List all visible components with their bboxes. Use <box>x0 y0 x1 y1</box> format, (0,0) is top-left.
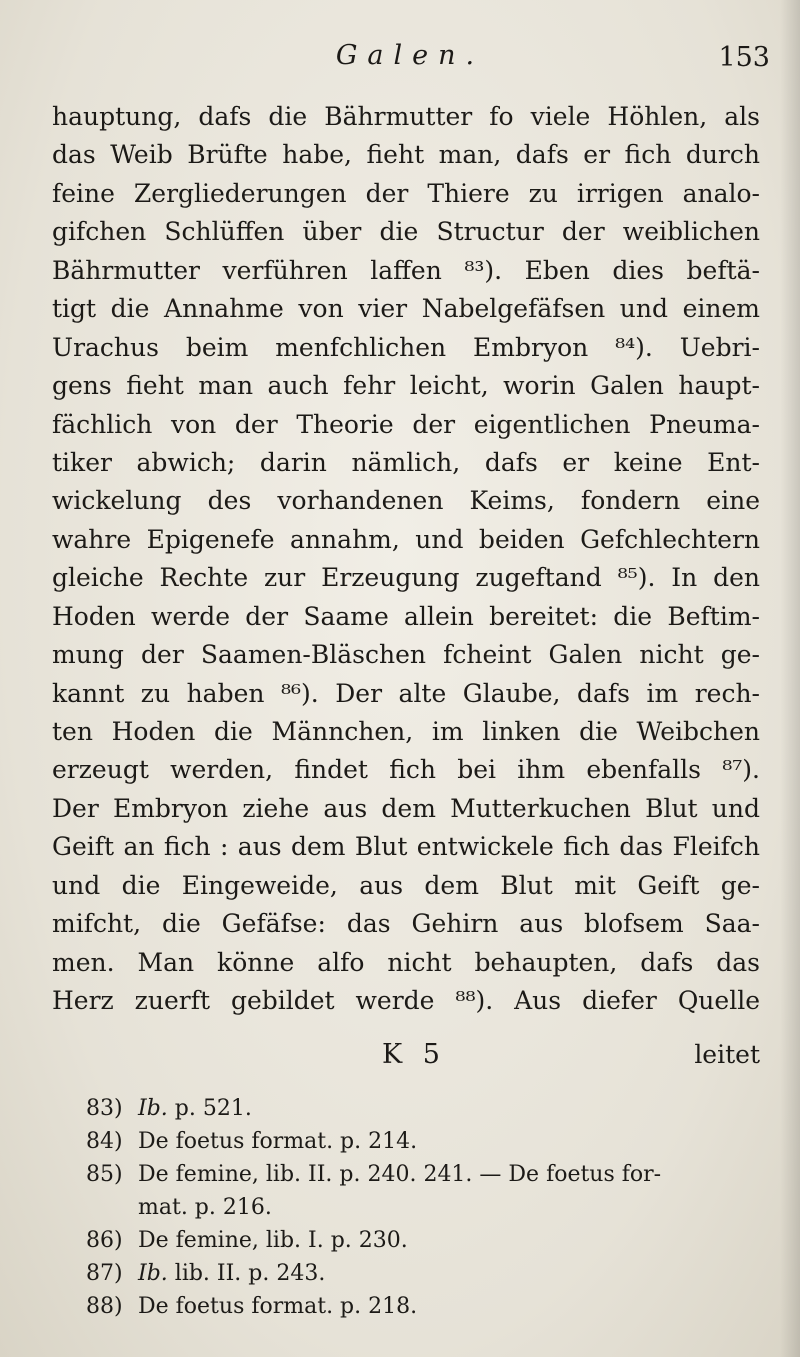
footnote-text: De foetus format. p. 218. <box>138 1294 418 1319</box>
text-line: wahre Epigenefe annahm, und beiden Gefchlechtern <box>52 524 760 554</box>
footnote-text: De femine, lib. I. p. 230. <box>138 1228 408 1253</box>
catchword: leitet <box>694 1040 760 1069</box>
footnote-text: p. 521. <box>174 1096 252 1121</box>
footnote-text: lib. II. p. 243. <box>174 1261 326 1286</box>
footnotes <box>86 1092 766 1323</box>
footnote <box>86 1290 766 1323</box>
footnote-continuation: mat. p. 216. <box>138 1195 272 1220</box>
page-number: 153 <box>718 42 770 73</box>
footnote-number: 86) <box>86 1228 123 1253</box>
footnote-number: 87) <box>86 1261 123 1286</box>
footnote-text: De femine, lib. II. p. 240. 241. — De foetus for- <box>138 1162 662 1187</box>
footnote-number: 88) <box>86 1294 123 1319</box>
footnote-number: 85) <box>86 1162 123 1187</box>
text-line: erzeugt werden, findet fich bei ihm ebenfalls ⁸⁷). <box>52 755 760 785</box>
footnote-ref: Ib. <box>138 1096 168 1121</box>
text-line: Urachus beim menfchlichen Embryon ⁸⁴). Uebri- <box>52 332 760 362</box>
footnote-ref: Ib. <box>138 1261 168 1286</box>
signature-mark: K 5 <box>382 1039 446 1070</box>
text-line: mung der Saamen-Bläschen fcheint Galen nicht ge- <box>52 640 760 670</box>
text-line: mifcht, die Gefäfse: das Gehirn aus blofsem Saa- <box>52 909 760 939</box>
text-line: Der Embryon ziehe aus dem Mutterkuchen Blut und <box>52 793 760 823</box>
text-line: und die Eingeweide, aus dem Blut mit Geift ge- <box>52 870 760 900</box>
text-line: gens fieht man auch fehr leicht, worin Galen haupt- <box>52 371 760 401</box>
body-text <box>52 98 760 1021</box>
text-line: das Weib Brüfte habe, fieht man, dafs er fich durch <box>52 140 760 170</box>
footnote <box>86 1224 766 1257</box>
text-line: tigt die Annahme von vier Nabelgefäfsen und einem <box>52 294 760 324</box>
footnote <box>86 1257 766 1290</box>
text-line: Geift an fich : aus dem Blut entwickele fich das Fleifch <box>52 832 760 862</box>
footnote <box>86 1125 766 1158</box>
text-line: hauptung, dafs die Bährmutter fo viele Höhlen, als <box>52 102 760 131</box>
text-line: wickelung des vorhandenen Keims, fondern eine <box>52 486 760 516</box>
running-title: Galen. <box>335 40 485 71</box>
text-line: Herz zuerft gebildet werde ⁸⁸). Aus diefer Quelle <box>52 986 760 1016</box>
page-header <box>50 40 770 80</box>
text-line: gifchen Schlüffen über die Structur der weiblichen <box>52 217 760 247</box>
footnote <box>86 1092 766 1125</box>
text-line: kannt zu haben ⁸⁶). Der alte Glaube, dafs im rech- <box>52 678 760 708</box>
text-line: ten Hoden die Männchen, im linken die Weibchen <box>52 717 760 746</box>
text-line: Bährmutter verführen laffen ⁸³). Eben dies beftä- <box>52 255 760 285</box>
footnote <box>86 1158 766 1191</box>
text-line: gleiche Rechte zur Erzeugung zugeftand ⁸⁵). In den <box>52 563 760 593</box>
footnote-number: 84) <box>86 1129 123 1154</box>
footnote-text: De foetus format. p. 214. <box>138 1129 418 1154</box>
text-line: fächlich von der Theorie der eigentlichen Pneuma- <box>52 409 760 439</box>
text-line: men. Man könne alfo nicht behaupten, dafs das <box>52 947 760 977</box>
page-fold-shadow <box>780 0 800 1357</box>
text-line: Hoden werde der Saame allein bereitet: die Beftim- <box>52 601 760 631</box>
text-line: feine Zergliederungen der Thiere zu irrigen analo- <box>52 178 760 208</box>
text-line: tiker abwich; darin nämlich, dafs er keine Ent- <box>52 447 760 477</box>
footnote-number: 83) <box>86 1096 123 1121</box>
catchline <box>52 1036 760 1074</box>
